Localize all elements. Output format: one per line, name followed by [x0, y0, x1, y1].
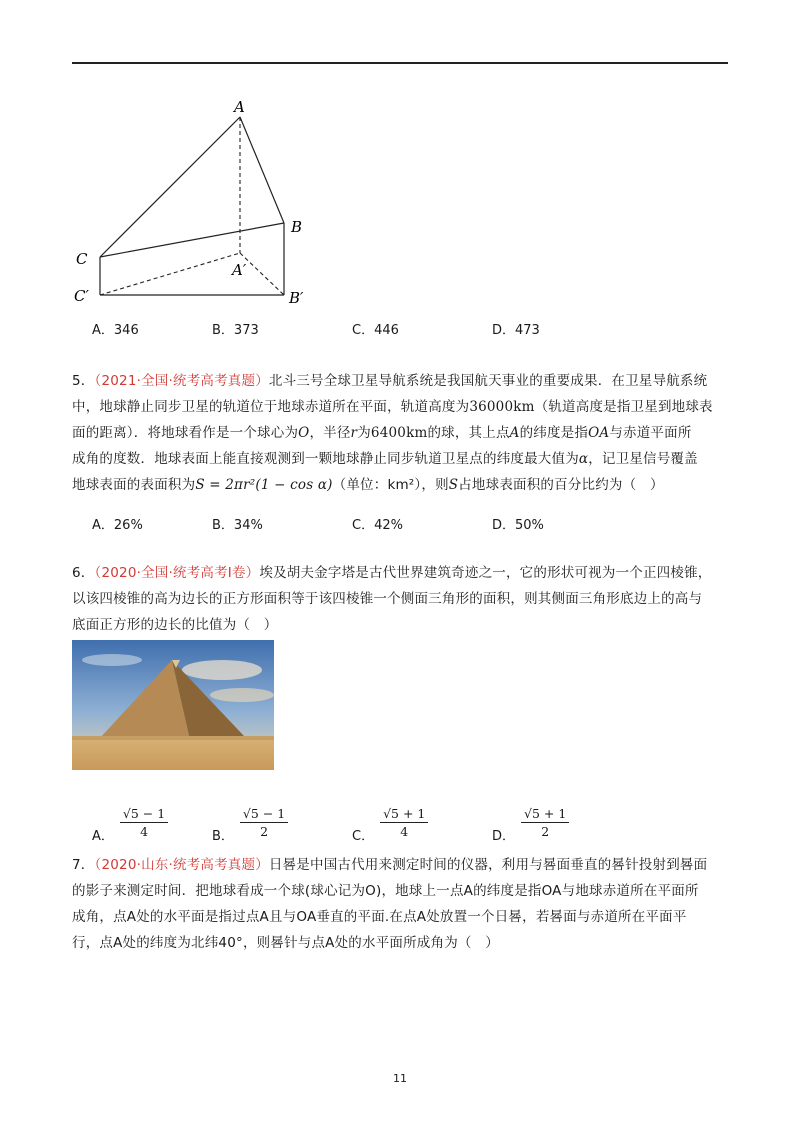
edge-AC: [100, 117, 240, 257]
q7-source: （2020·山东·统考高考真题）: [94, 857, 269, 873]
q6-option-d[interactable]: D． $\frac{√5 + 1}{2}$: [492, 806, 569, 839]
label-C: C: [76, 250, 88, 268]
q5-option-d[interactable]: D．50%: [492, 518, 544, 533]
question-6: [72, 560, 732, 638]
q5-line-1: 5．（2021·全国·统考高考真题）北斗三号全球卫星导航系统是我国航天事业的重要成果．在卫星导航系统: [72, 373, 708, 389]
q7-line-4: 行，点A处的纬度为北纬40°，则晷针与点A处的水平面所成角为（ ）: [72, 935, 499, 951]
q6-option-a[interactable]: A． $\frac{√5 - 1}{4}$: [92, 806, 168, 839]
q5-line-4: 成角的度数．地球表面上能直接观测到一颗地球静止同步轨道卫星点的纬度最大值为α，记卫星信号覆盖: [72, 451, 698, 467]
q4-option-c[interactable]: C．446: [352, 323, 399, 338]
q6-option-b[interactable]: B． $\frac{√5 - 1}{2}$: [212, 806, 288, 839]
geometry-figure: [68, 95, 328, 315]
label-A-prime: A′: [232, 261, 247, 279]
q7-line-1: 7．（2020·山东·统考高考真题）日晷是中国古代用来测定时间的仪器，利用与晷面垂直的晷针投射到晷面: [72, 857, 708, 873]
q6-source: （2020·全国·统考高考Ⅰ卷）: [94, 565, 260, 581]
q6-line-1: 6．（2020·全国·统考高考Ⅰ卷）埃及胡夫金字塔是古代世界建筑奇迹之一，它的形状可视为一个正四棱锥，: [72, 565, 712, 581]
q6-line-2: 以该四棱锥的高为边长的正方形面积等于该四棱锥一个侧面三角形的面积，则其侧面三角形底边上的高与: [72, 591, 703, 607]
q5-source: （2021·全国·统考高考真题）: [94, 373, 269, 389]
q4-option-a[interactable]: A．346: [92, 323, 139, 338]
q5-option-a[interactable]: A．26%: [92, 518, 143, 533]
q4-option-b[interactable]: B．373: [212, 323, 259, 338]
header-rule: [72, 62, 728, 64]
label-C-prime: C′: [74, 287, 89, 305]
q5-option-c[interactable]: C．42%: [352, 518, 403, 533]
q5-option-b[interactable]: B．34%: [212, 518, 263, 533]
q7-line-2: 的影子来测定时间．把地球看成一个球(球心记为O)，地球上一点A的纬度是指OA与地球赤道所在平面所: [72, 883, 699, 899]
question-7: [72, 852, 732, 956]
q6-line-3: 底面正方形的边长的比值为（ ）: [72, 617, 278, 633]
label-A: A: [234, 98, 245, 116]
q7-line-3: 成角，点A处的水平面是指过点A且与OA垂直的平面.在点A处放置一个日晷，若晷面与赤道所在平面平: [72, 909, 687, 925]
q5-line-2: 中，地球静止同步卫星的轨道位于地球赤道所在平面，轨道高度为36000km（轨道高度是指卫星到地球表: [72, 399, 713, 415]
q4-option-d[interactable]: D．473: [492, 323, 540, 338]
q5-formula: S = 2πr²(1 − cos α): [195, 477, 333, 493]
edge-CB: [100, 223, 284, 257]
label-B: B: [291, 218, 303, 236]
edge-AB: [240, 117, 284, 223]
q6-option-c[interactable]: C． $\frac{√5 + 1}{4}$: [352, 806, 428, 839]
edge-ApBp-hidden: [240, 253, 284, 295]
page-number: 11: [393, 1072, 407, 1085]
edge-CpAp-hidden: [100, 253, 240, 295]
label-B-prime: B′: [289, 289, 304, 307]
question-5: [72, 368, 732, 498]
pyramid-photo: [72, 640, 274, 770]
q5-line-3: 面的距离）．将地球看作是一个球心为O，半径r为6400km的球，其上点A的纬度是指OA与赤道平面所: [72, 425, 692, 441]
q5-line-5: 地球表面的表面积为S = 2πr²(1 − cos α)（单位：km²），则S占地球表面积的百分比约为（ ）: [72, 477, 664, 493]
